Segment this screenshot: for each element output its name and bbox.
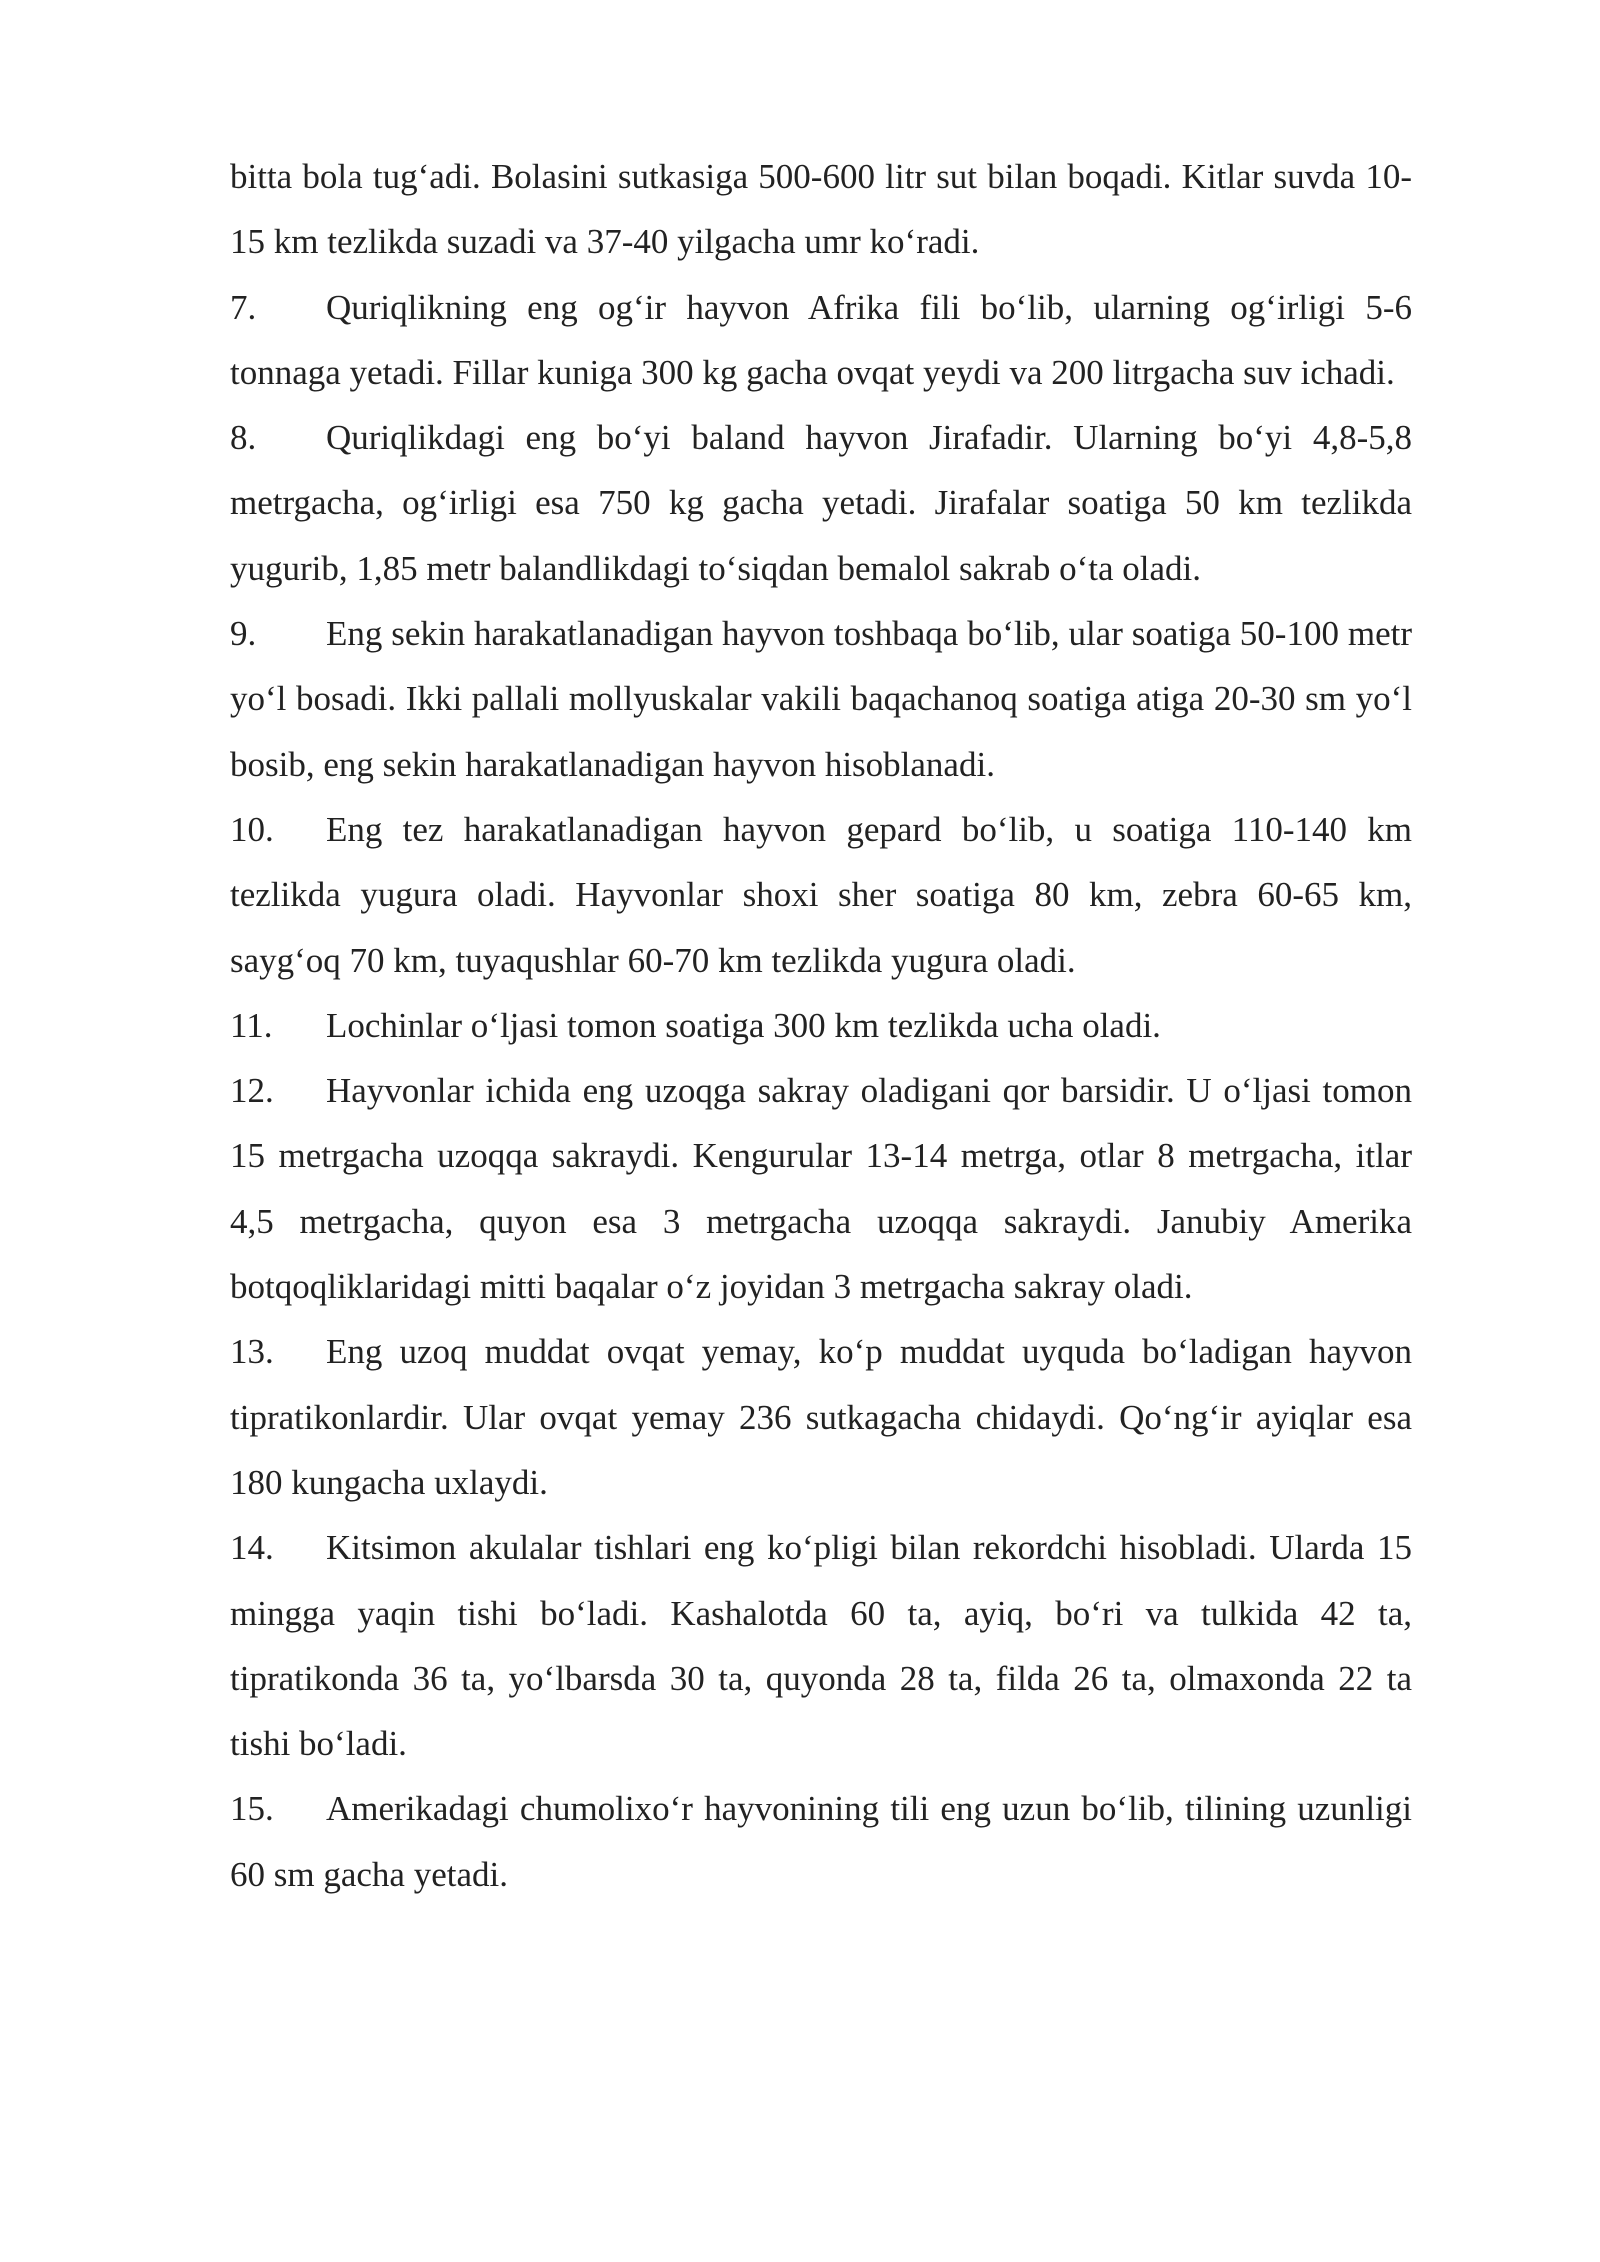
item-text: Hayvonlar ichida eng uzoqga sakray oladigani qor barsidir. U o‘ljasi tomon 15 metrgacha uzoqqa sakraydi. Kengurular 13-14 metrga, otlar 8 metrgacha, itlar 4,5 metrgacha, quyon esa 3 metrgacha uzoqqa sakraydi. Janubiy Amerika botqoqliklaridagi mitti baqalar o‘z joyidan 3 metrgacha sakray oladi. <box>230 1071 1412 1307</box>
item-number: 9. <box>230 614 257 654</box>
list-item <box>230 1776 1412 1907</box>
item-number: 15. <box>230 1789 274 1829</box>
list-item <box>230 1515 1412 1776</box>
intro-paragraph: bitta bola tug‘adi. Bolasini sutkasiga 500-600 litr sut bilan boqadi. Kitlar suvda 10-15 km tezlikda suzadi va 37-40 yilgacha umr ko‘radi. <box>230 157 1412 262</box>
item-number: 11. <box>230 1005 273 1045</box>
list-item <box>230 405 1412 601</box>
item-text: Quriqlikning eng og‘ir hayvon Afrika fili bo‘lib, ularning og‘irligi 5-6 tonnaga yetadi. Fillar kuniga 300 kg gacha ovqat yeydi va 200 litrgacha suv ichadi. <box>230 287 1412 392</box>
list-item <box>230 993 1412 1058</box>
item-text: Quriqlikdagi eng bo‘yi baland hayvon Jirafadir. Ularning bo‘yi 4,8-5,8 metrgacha, og‘irligi esa 750 kg gacha yetadi. Jirafalar soatiga 50 km tezlikda yugurib, 1,85 metr balandlikdagi to‘siqdan bemalol sakrab o‘ta oladi. <box>230 418 1412 588</box>
item-number: 14. <box>230 1528 274 1568</box>
item-text: Eng uzoq muddat ovqat yemay, ko‘p muddat uyquda bo‘ladigan hayvon tipratikonlardir. Ular ovqat yemay 236 sutkagacha chidaydi. Qo‘ng‘ir ayiqlar esa 180 kungacha uxlaydi. <box>230 1332 1412 1502</box>
item-text: Eng tez harakatlanadigan hayvon gepard bo‘lib, u soatiga 110-140 km tezlikda yugura oladi. Hayvonlar shoxi sher soatiga 80 km, zebra 60-65 km, sayg‘oq 70 km, tuyaqushlar 60-70 km tezlikda yugura oladi. <box>230 809 1412 980</box>
item-number: 10. <box>230 809 274 849</box>
list-item <box>230 1058 1412 1319</box>
item-text: Kitsimon akulalar tishlari eng ko‘pligi bilan rekordchi hisobladi. Ularda 15 mingga yaqin tishi bo‘ladi. Kashalotda 60 ta, ayiq, bo‘ri va tulkida 42 ta, tipratikonda 36 ta, yo‘lbarsda 30 ta, quyonda 28 ta, filda 26 ta, olmaxonda 22 ta tishi bo‘ladi. <box>230 1528 1412 1764</box>
list-item <box>230 1319 1412 1515</box>
item-text: Eng sekin harakatlanadigan hayvon toshbaqa bo‘lib, ular soatiga 50-100 metr yo‘l bosadi. Ikki pallali mollyuskalar vakili baqachanoq soatiga atiga 20-30 sm yo‘l bosib, eng sekin harakatlanadigan hayvon hisoblanadi. <box>230 614 1412 784</box>
item-number: 7. <box>230 287 257 327</box>
list-item <box>230 797 1412 993</box>
item-text: Lochinlar o‘ljasi tomon soatiga 300 km tezlikda ucha oladi. <box>326 1005 1161 1045</box>
list-item <box>230 275 1412 406</box>
item-text: Amerikadagi chumolixo‘r hayvonining tili eng uzun bo‘lib, tilining uzunligi 60 sm gacha yetadi. <box>230 1789 1412 1894</box>
item-number: 8. <box>230 418 257 458</box>
document-page <box>230 144 1412 1907</box>
list-item <box>230 601 1412 797</box>
item-number: 12. <box>230 1071 274 1111</box>
item-number: 13. <box>230 1332 274 1372</box>
